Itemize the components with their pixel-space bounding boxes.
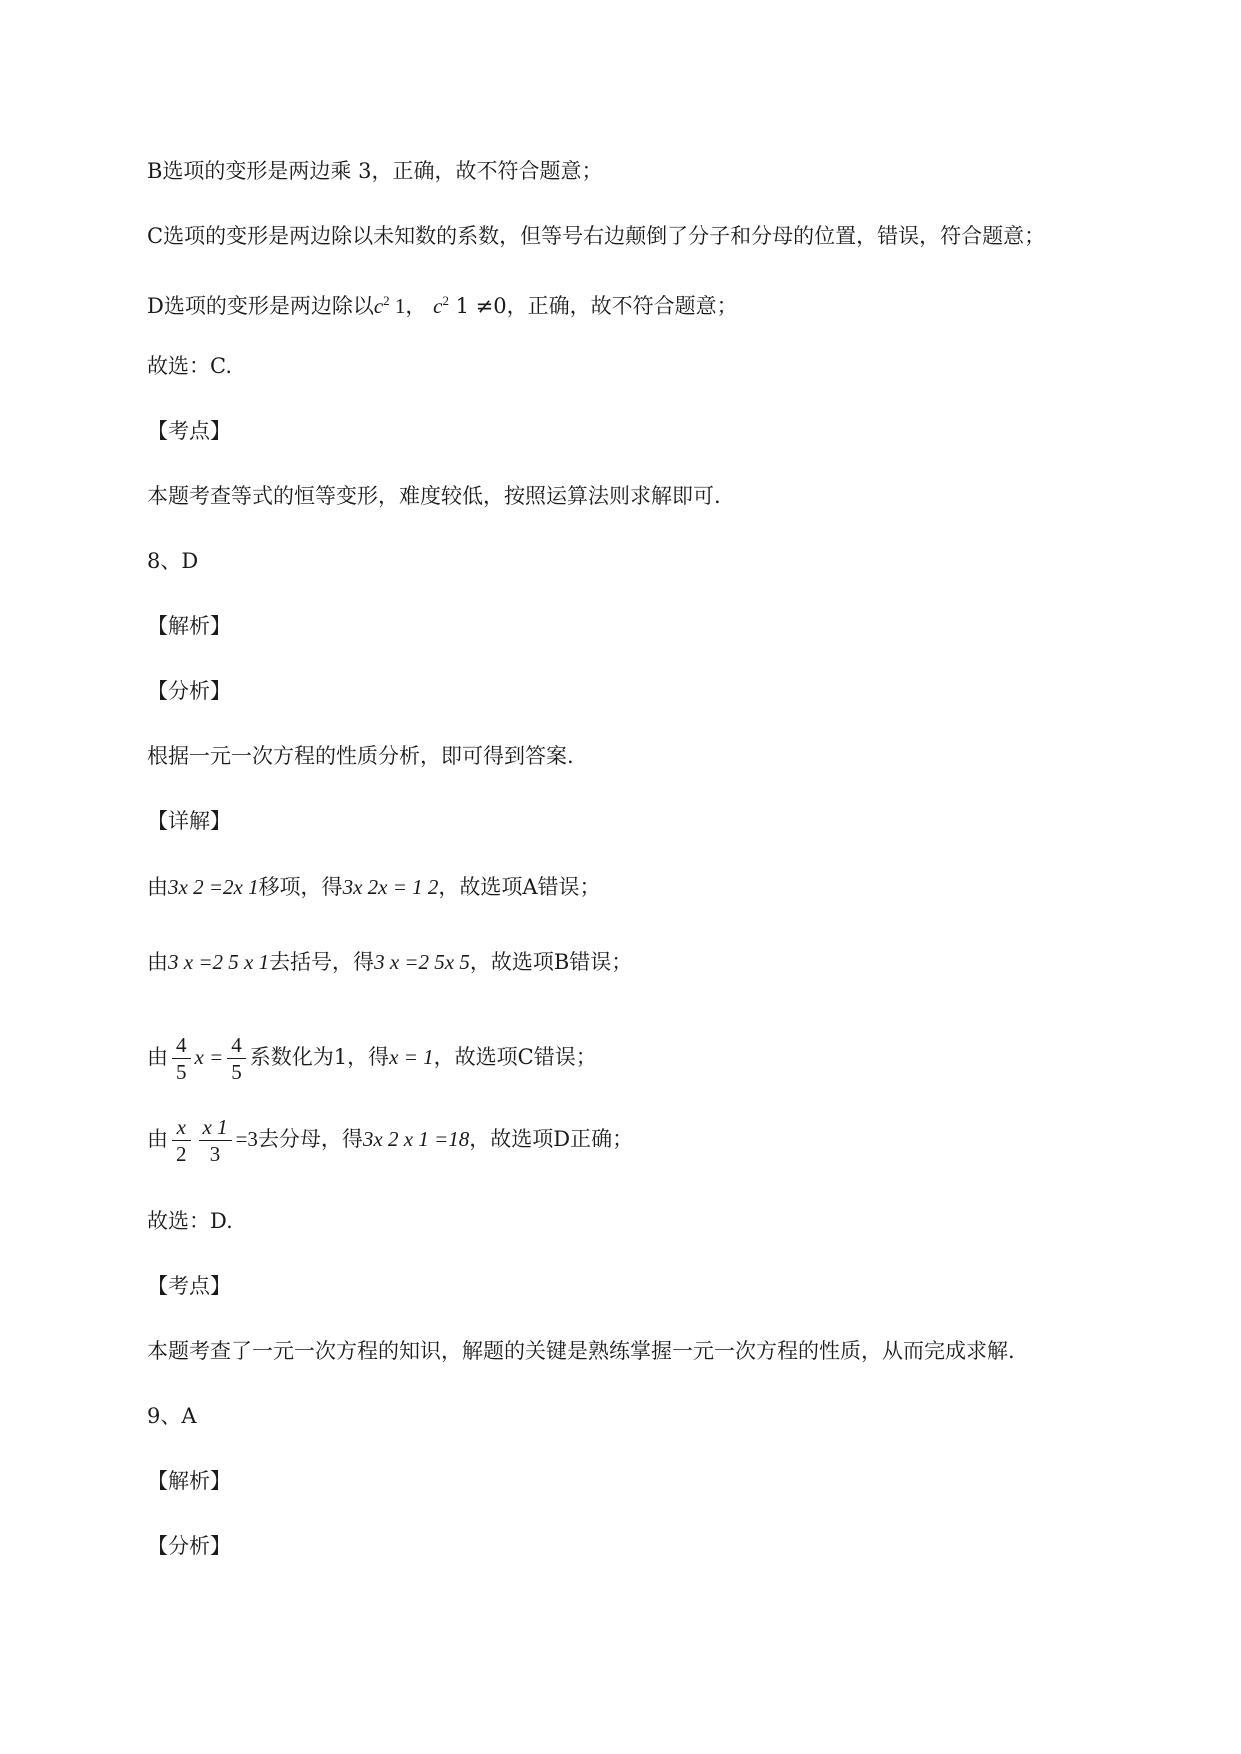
text-segment: 由 (147, 950, 168, 974)
answer-c: 故选：C. (147, 354, 232, 378)
section-jiexi: 【解析】 (147, 614, 231, 638)
section-fenxi: 【分析】 (147, 679, 231, 703)
option-c-explanation: C选项的变形是两边除以未知数的系数，但等号右边颠倒了分子和分母的位置，错误，符合题意； (147, 224, 1046, 248)
fraction-numerator: 4 (172, 1032, 191, 1059)
equation: x = (194, 1045, 224, 1069)
text-segment: ，故选项A错误； (438, 875, 601, 899)
math-segment: 1， (389, 294, 427, 318)
fraction-numerator: 4 (227, 1032, 246, 1059)
fraction-denominator: 3 (209, 1142, 221, 1166)
fraction-denominator: 5 (231, 1060, 242, 1084)
equation: =3 (235, 1127, 258, 1151)
fraction-denominator: 5 (176, 1060, 187, 1084)
text-segment: ，故选项B错误； (469, 950, 633, 974)
question-8-answer: 8、D (147, 549, 199, 573)
fraction-numerator: x (172, 1114, 191, 1141)
text-segment: 由 (147, 1127, 168, 1151)
text-segment: 系数化为1，得 (249, 1045, 390, 1069)
text-segment: ，故选项C错误； (433, 1045, 597, 1069)
equation: 3x 2x = 1 2 (342, 875, 439, 899)
text-segment: 由 (147, 1045, 168, 1069)
equation: 3 x =2 5x 5 (374, 950, 470, 974)
text-segment: D选项的变形是两边除以 (147, 294, 374, 318)
fraction (199, 1114, 232, 1167)
math-exponent: 2 (383, 293, 390, 308)
equation: 3 x =2 5 x 1 (168, 950, 270, 974)
equation: 3x 2 =2x 1 (168, 875, 259, 899)
answer-d: 故选：D. (147, 1209, 233, 1233)
equation: 3x 2 x 1 =18 (362, 1127, 470, 1151)
math-segment: 1 ≠0，正确，故不符合题意； (448, 294, 738, 318)
section-kaodian-2: 【考点】 (147, 1274, 231, 1298)
math-var: c (373, 294, 384, 318)
fraction (172, 1032, 191, 1085)
text-segment: 去分母，得 (257, 1127, 363, 1151)
step-option-d (147, 1109, 633, 1169)
kaodian-text-2: 本题考查了一元一次方程的知识，解题的关键是熟练掌握一元一次方程的性质，从而完成求解. (147, 1339, 1015, 1363)
math-var: c (433, 294, 443, 318)
text-segment: 移项，得 (258, 875, 343, 899)
fraction (172, 1114, 191, 1167)
section-fenxi-2: 【分析】 (147, 1534, 231, 1558)
fraction-numerator: x 1 (199, 1114, 232, 1141)
step-option-a (147, 872, 601, 902)
option-b-explanation: B选项的变形是两边乘 3，正确，故不符合题意； (147, 159, 603, 183)
section-jiexi-2: 【解析】 (147, 1469, 231, 1493)
math-exponent: 2 (442, 293, 449, 308)
option-d-explanation (147, 286, 738, 321)
section-kaodian: 【考点】 (147, 419, 231, 443)
text-segment: ，故选项D正确； (469, 1127, 634, 1151)
text-segment: 由 (147, 875, 168, 899)
fenxi-text: 根据一元一次方程的性质分析，即可得到答案. (147, 744, 574, 768)
text-segment: 去括号，得 (269, 950, 375, 974)
kaodian-text: 本题考查等式的恒等变形，难度较低，按照运算法则求解即可. (147, 484, 721, 508)
section-xiangjie: 【详解】 (147, 809, 231, 833)
step-option-c (147, 1027, 597, 1087)
fraction (227, 1032, 246, 1085)
step-option-b (147, 947, 632, 977)
equation: x = 1 (389, 1045, 434, 1069)
question-9-answer: 9、A (147, 1404, 197, 1428)
fraction-denominator: 2 (176, 1142, 187, 1166)
